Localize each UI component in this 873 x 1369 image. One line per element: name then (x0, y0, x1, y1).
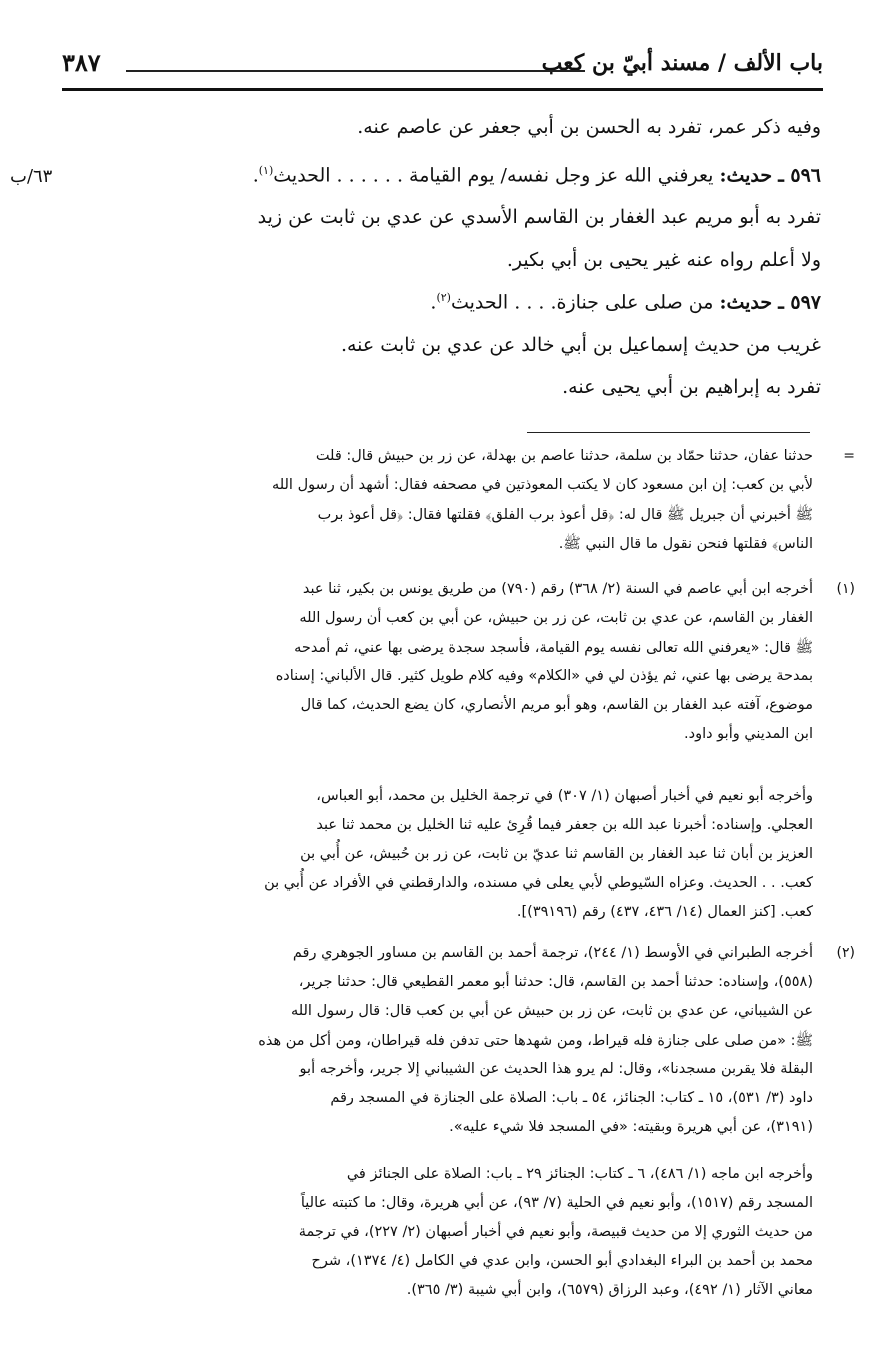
text-line: تفرد به أبو مريم عبد الغفار بن القاسم الأسدي عن عدي بن ثابت عن زيد (257, 206, 821, 228)
header-rule (62, 88, 823, 91)
book-page: باب الألف / مسند أبيّ بن كعب ٣٨٧ وفيه ذكر عمر، تفرد به الحسن بن أبي جعفر عن عاصم عنه. ٥٩٦ ـ حديث: يعرفني الله عز وجل نفسه/ يوم القيامة . . . . . . الحديث$^{(١)}$. تفرد به أبو مريم عبد الغفار بن القاسم الأسدي عن عدي بن ثابت عن زيد ولا أعلم رواه عنه غير يحيى بن أبي بكير. ٥٩٧ ـ حديث: من صلى على جنازة. . . . الحديث$^{(٢)}$. غريب من حديث إسماعيل بن أبي خالد عن عدي بن ثابت عنه. تفرد به إبراهيم بن أبي يحيى عنه. ٦٣/ب = حدثنا عفان، حدثنا حمّاد بن سلمة، حدثنا عاصم بن بهدلة، عن زر بن حبيش قال: قلت لأبي بن كعب: إن ابن مسعود كان لا يكتب المعوذتين في مصحفه فقال: أشهد أن رسول الله ﷺ أخبرني أن جبريل ﷺ قال له: ﴿قل أعوذ برب الفلق﴾ فقلتها فقال: ﴿قل أعوذ برب الناس﴾ فقلتها فنحن نقول ما قال النبي ﷺ. (١) أخرجه ابن أبي عاصم في السنة (٢/ ٣٦٨) رقم (٧٩٠) من طريق يونس بن بكير، ثنا عبد الغفار بن القاسم، عن عدي بن ثابت، عن زر بن حبيش، عن أبي بن كعب أن رسول الله ﷺ قال: «يعرفني الله تعالى نفسه يوم القيامة، فأسجد سجدة يرضى بها عني، ثم أمدحه بمدحة يرضى بها عني، ثم يؤذن لي في «الكلام» وفيه كلام طويل كثير. قال الألباني: إسناده موضوع، آفته عبد الغفار بن القاسم، وهو أبو مريم الأنصاري، كان يضع الحديث، كما قال ابن المديني وأبو داود. وأخرجه أبو نعيم في أخبار أصبهان (١/ ٣٠٧) في ترجمة الخليل بن محمد، أبو العباس، العجلي. وإسناده: أخبرنا عبد الله بن جعفر فيما قُرِئ عليه ثنا الخليل بن محمد ثنا عبد العزيز بن أبان ثنا عبد الغفار بن القاسم ثنا عديّ بن ثابت، عن زر بن حُبيش، عن أُبي بن كعب. . . الحديث. وعزاه السّيوطي لأبي يعلى في مسنده، والدارقطني في الأفراد عن أُبي بن كعب. [كنز العمال (١٤/ ٤٣٦، ٤٣٧) رقم (٣٩١٩٦)]. (٢) أخرجه الطبراني في الأوسط (١/ ٢٤٤)، ترجمة أحمد بن القاسم بن مساور الجوهري رقم (٥٥٨)، وإسناده: حدثنا أحمد بن القاسم، قال: حدثنا أبو معمر القطيعي قال: حدثنا جرير، عن الشيباني، عن عدي بن ثابت، عن زر بن حبيش عن أبي بن كعب قال: قال رسول الله ﷺ: «من صلى على جنازة فله قيراط، ومن شهدها حتى تدفن فله قيراطان، ومن أكل من هذه البقلة فلا يقربن مسجدنا»، وقال: لم يرو هذا الحديث عن الشيباني إلا جرير، وأخرجه أبو داود (٣/ ٥٣١)، ١٥ ـ كتاب: الجنائز، ٥٤ ـ باب: الصلاة على الجنازة في المسجد رقم (٣١٩١)، عن أبي هريرة وبقيته: «في المسجد فلا شيء عليه». وأخرجه ابن ماجه (١/ ٤٨٦)، ٦ ـ كتاب: الجنائز ٢٩ ـ باب: الصلاة على الجنائز في المسجد رقم (١٥١٧)، وأبو نعيم في الحلية (٧/ ٩٣)، عن أبي هريرة، وقال: ما كتبته عالياً من حديث الثوري إلا من حديث قبيصة، وأبو نعيم في أخبار أصبهان (٢/ ٢٢٧)، في ترجمة محمد بن أحمد بن البراء البغدادي أبو الحسن، وابن عدي في الكامل (٤/ ١٣٧٤)، شرح معاني الآثار (١/ ٤٩٢)، وعبد الرزاق (٦٥٧٩)، وابن أبي شيبة (٣/ ٣٦٥). (10, 48, 855, 1298)
page-header (62, 46, 823, 86)
section-title: باب الألف / مسند أبيّ بن كعب (541, 50, 823, 76)
text-line: ولا أعلم رواه عنه غير يحيى بن أبي بكير. (506, 249, 821, 271)
text-line: وفيه ذكر عمر، تفرد به الحسن بن أبي جعفر عن عاصم عنه. (357, 116, 821, 138)
footnote-separator (527, 432, 810, 433)
margin-folio-note: ٦٣/ب (10, 166, 53, 187)
header-line (126, 70, 585, 72)
hadith-596: ٥٩٦ ـ حديث: يعرفني الله عز وجل نفسه/ يوم القيامة . . . . . . الحديث$^{(١)}$. (252, 164, 821, 187)
text-line: غريب من حديث إسماعيل بن أبي خالد عن عدي بن ثابت عنه. (340, 334, 821, 356)
hadith-597: ٥٩٧ ـ حديث: من صلى على جنازة. . . . الحديث$^{(٢)}$. (430, 291, 821, 314)
text-line: تفرد به إبراهيم بن أبي يحيى عنه. (562, 376, 821, 398)
page-number: ٣٨٧ (62, 48, 101, 77)
